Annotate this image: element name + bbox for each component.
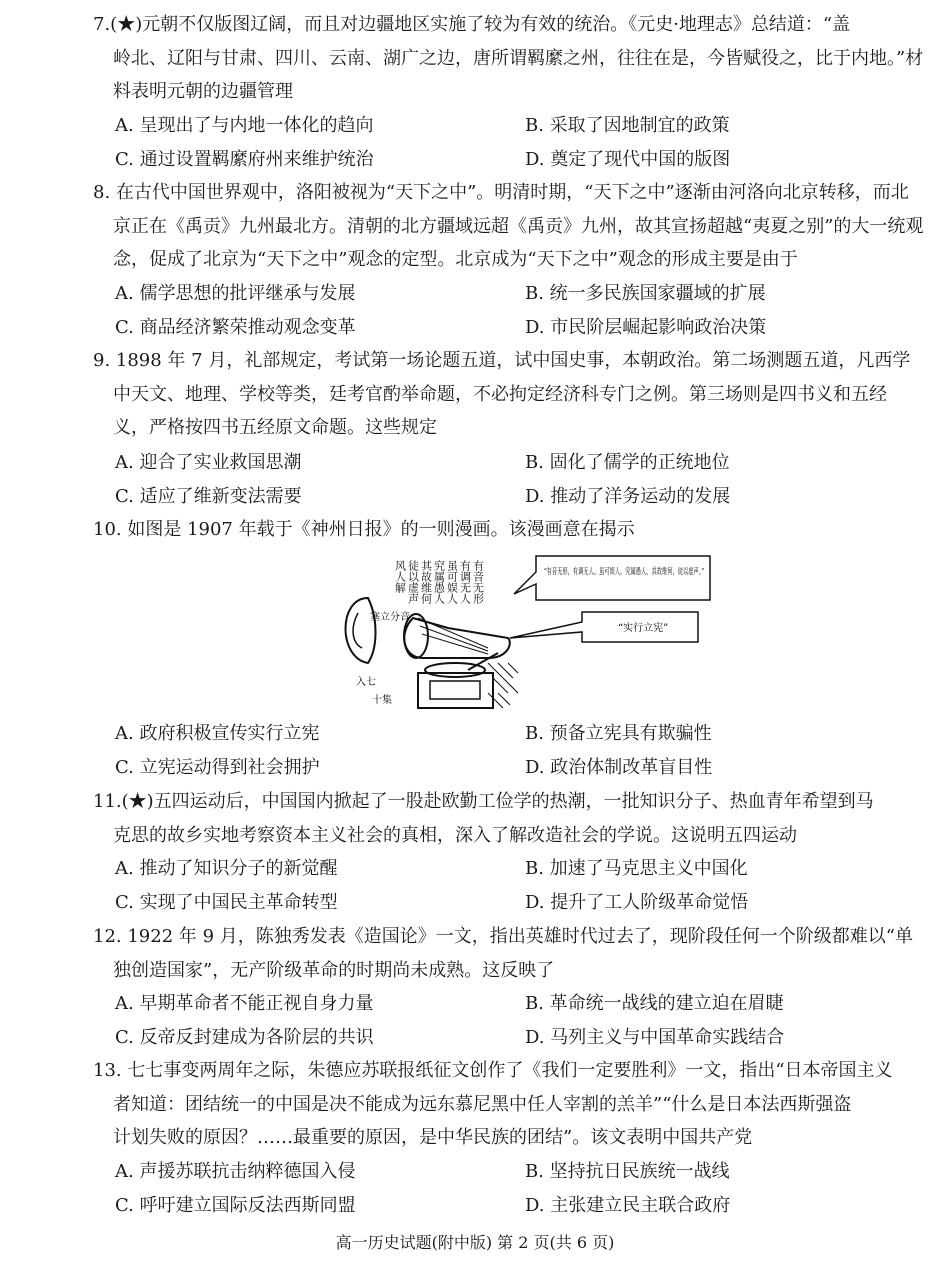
- speech-bubble-2: [510, 612, 698, 642]
- question-line: 京正在《禹贡》九州最北方。清朝的北方疆域远超《禹贡》九州，故其宣扬超越“夷夏之别”的大一统观: [113, 215, 924, 237]
- question-9-options: [115, 446, 935, 513]
- gramophone-cartoon: [338, 548, 804, 713]
- gramophone-panel: [430, 681, 480, 699]
- question-line: 岭北、辽阳与甘肃、四川、云南、湖广之边，唐所谓羁縻之州，往往在是，今皆赋役之，比于内地。”材: [113, 47, 924, 69]
- option-c[interactable]: C. 立宪运动得到社会拥护: [115, 756, 320, 778]
- cartoon-vertical-col: 有音无形: [471, 560, 485, 604]
- page-footer: 高一历史试题(附中版) 第 2 页(共 6 页): [335, 1233, 615, 1252]
- question-line: 13. 七七事变两周年之际，朱德应苏联报纸征文创作了《我们一定要胜利》一文，指出“日本帝国主义: [93, 1060, 893, 1081]
- option-d[interactable]: D. 市民阶层崛起影响政治决策: [525, 316, 767, 338]
- option-d[interactable]: D. 提升了工人阶级革命觉悟: [525, 891, 749, 913]
- question-7-options: [115, 109, 935, 176]
- ear-inner: [353, 613, 362, 648]
- option-b[interactable]: B. 革命统一战线的建立迫在眉睫: [525, 993, 784, 1014]
- question-line: 料表明元朝的边疆管理: [113, 81, 293, 102]
- question-13: [93, 1054, 935, 1155]
- question-8-options: [115, 277, 935, 344]
- option-b[interactable]: B. 采取了因地制宜的政策: [525, 115, 730, 136]
- option-a[interactable]: A. 迎合了实业救国思潮: [115, 452, 302, 473]
- question-12: [93, 920, 935, 987]
- question-13-options: [115, 1155, 935, 1222]
- option-d[interactable]: D. 主张建立民主联合政府: [525, 1194, 731, 1216]
- cartoon-vertical-col: 徒以虚声: [406, 560, 420, 604]
- cartoon-label-1: 入七: [356, 677, 376, 688]
- option-a[interactable]: A. 推动了知识分子的新觉醒: [115, 858, 338, 879]
- question-line: 克思的故乡实地考察资本主义社会的真相，深入了解改造社会的学说。这说明五四运动: [113, 824, 797, 846]
- question-line: 9. 1898 年 7 月，礼部规定，考试第一场论题五道，试中国史事，本朝政治。第二场测题五道，凡西学: [93, 350, 911, 371]
- question-line: 中天文、地理、学校等类，廷考官酌举命题，不必拘定经济科专门之例。第三场则是四书义和五经: [113, 383, 887, 405]
- question-line: 12. 1922 年 9 月，陈独秀发表《造国论》一文，指出英雄时代过去了，现阶段任何一个阶级都难以“单: [93, 926, 913, 947]
- bubble-2-text: “实行立宪”: [618, 623, 669, 634]
- horn-drawing: [404, 618, 510, 658]
- question-8: [93, 176, 935, 277]
- option-a[interactable]: A. 声援苏联抗击纳粹德国入侵: [115, 1161, 356, 1182]
- cartoon-vertical-col: 究属愚人: [432, 560, 446, 604]
- question-line: 10. 如图是 1907 年载于《神州日报》的一则漫画。该漫画意在揭示: [93, 519, 635, 540]
- option-b[interactable]: B. 加速了马克思主义中国化: [525, 858, 748, 879]
- option-d[interactable]: D. 推动了洋务运动的发展: [525, 485, 731, 507]
- question-10: [93, 513, 935, 547]
- option-c[interactable]: C. 通过设置羁縻府州来维护统治: [115, 148, 374, 170]
- question-line: 7.(★)元朝不仅版图辽阔，而且对边疆地区实施了较为有效的统治。《元史·地理志》总结道：“盖: [93, 14, 851, 35]
- question-11-options: [115, 852, 935, 919]
- option-b[interactable]: B. 统一多民族国家疆域的扩展: [525, 283, 766, 304]
- cartoon-vertical-col: 有调无人: [458, 560, 472, 604]
- question-10-options: [115, 717, 935, 784]
- option-c[interactable]: C. 呼吁建立国际反法西斯同盟: [115, 1194, 356, 1216]
- option-a[interactable]: A. 儒学思想的批评继承与发展: [115, 283, 356, 304]
- question-7: [93, 8, 935, 109]
- ear-drawing: [346, 598, 376, 663]
- option-c[interactable]: C. 实现了中国民主革命转型: [115, 891, 338, 913]
- option-d[interactable]: D. 奠定了现代中国的版图: [525, 148, 731, 170]
- question-line: 义，严格按四书五经原文命题。这些规定: [113, 417, 437, 438]
- question-line: 11.(★)五四运动后，中国国内掀起了一股赴欧勤工俭学的热潮，一批知识分子、热血青年希望到马: [93, 791, 874, 812]
- cartoon-vertical-col: 虽可娱人: [445, 560, 459, 604]
- speech-bubble-1: [514, 556, 804, 600]
- option-b[interactable]: B. 固化了儒学的正统地位: [525, 452, 730, 473]
- question-9: [93, 344, 935, 445]
- question-12-options: [115, 987, 935, 1054]
- option-a[interactable]: A. 呈现出了与内地一体化的趋向: [115, 115, 374, 136]
- question-line: 8. 在古代中国世界观中，洛阳被视为“天下之中”。明清时期，“天下之中”逐渐由河洛向北京转移，而北: [93, 182, 909, 203]
- question-line: 念，促成了北京为“天下之中”观念的定型。北京成为“天下之中”观念的形成主要是由于: [113, 249, 798, 270]
- option-c[interactable]: C. 商品经济繁荣推动观念变革: [115, 316, 356, 338]
- option-d[interactable]: D. 马列主义与中国革命实践结合: [525, 1026, 785, 1048]
- cartoon-vertical-col: 其故维何: [419, 560, 433, 604]
- cartoon-vertical-col: 风人解: [393, 560, 407, 593]
- cartoon-label-2: 十集: [372, 695, 392, 706]
- ear-label: 塞立分音: [370, 612, 410, 623]
- option-b[interactable]: B. 坚持抗日民族统一战线: [525, 1161, 730, 1182]
- option-b[interactable]: B. 预备立宪具有欺骗性: [525, 723, 712, 744]
- option-c[interactable]: C. 适应了维新变法需要: [115, 485, 302, 507]
- option-a[interactable]: A. 政府积极宣传实行立宪: [115, 723, 320, 744]
- question-line: 计划失败的原因？……最重要的原因，是中华民族的团结”。该文表明中国共产党: [113, 1127, 753, 1148]
- option-a[interactable]: A. 早期革命者不能正视自身力量: [115, 993, 374, 1014]
- option-c[interactable]: C. 反帝反封建成为各阶层的共识: [115, 1026, 374, 1048]
- question-line: 者知道：团结统一的中国是决不能成为远东慕尼黑中任人宰割的羔羊”“什么是日本法西斯强盗: [113, 1093, 852, 1115]
- option-d[interactable]: D. 政治体制改革盲目性: [525, 756, 713, 778]
- question-line: 独创造国家”，无产阶级革命的时期尚未成熟。这反映了: [113, 959, 555, 981]
- question-11: [93, 785, 935, 852]
- bubble-1-text: “有音无形，有调无人。虽可娱人，究属愚人，其故维何，徒以虚声。”: [544, 567, 804, 577]
